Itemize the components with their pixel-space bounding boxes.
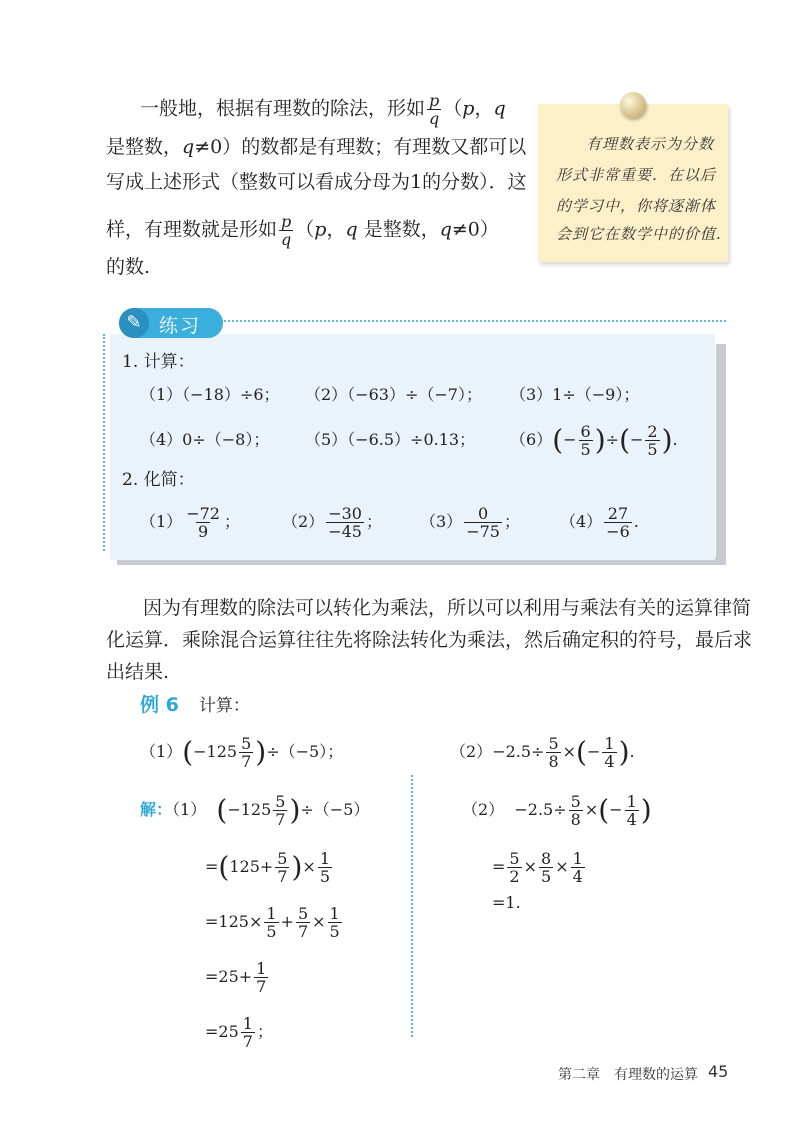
solution-step-3: =125× $\frac{1}{5}$ + $\frac{5}{7}$ × $\frac{1}{5}$	[205, 904, 340, 941]
intro-line-2: 是整数，q≠0）的数都是有理数；有理数又都可以	[106, 136, 527, 158]
example-label: 例 6	[140, 694, 179, 716]
body-para-line-3: 出结果.	[106, 661, 170, 683]
footer-chapter: 第二章 有理数的运算	[558, 1067, 698, 1083]
example-problem-1: （1）(−125 $\frac{5}{7}$ )÷（−5）；	[140, 734, 344, 771]
solution-divider	[411, 775, 413, 1037]
exercise-q2-label: 2. 化简：	[122, 470, 195, 490]
sticky-note	[538, 104, 728, 262]
exercise-q1-item-5: （5）（−6.5）÷0.13；	[305, 430, 476, 449]
solution2-step-2: = $\frac{5}{2}$ × $\frac{8}{5}$ × $\frac{1}{4}$	[492, 849, 583, 886]
body-para-line-1: 因为有理数的除法可以转化为乘法，所以可以利用与乘法有关的运算律简	[143, 597, 752, 619]
intro-text: 一般地，根据有理数的除法，形如	[140, 97, 426, 120]
pencil-icon: ✎	[119, 308, 149, 338]
example-heading	[140, 695, 250, 716]
exercise-q1-item-1: （1）（−18）÷6；	[140, 385, 280, 404]
note-line-4: 会到它在数学中的价值.	[556, 225, 722, 243]
solution-step-1: 解：（1） (−125 $\frac{5}{7}$ )÷（−5）	[140, 792, 370, 829]
solution-step-5: =25 $\frac{1}{7}$ ；	[205, 1014, 273, 1051]
exercise-q2-item-2: （2） $\frac{-30}{-45}$ ；	[282, 504, 382, 541]
exercise-q1-item-6: （6）(− $\frac{6}{5}$ )÷(− $\frac{2}{5}$ ).	[510, 422, 678, 459]
solution2-step-1: （2） −2.5÷ $\frac{5}{8}$ ×(− $\frac{1}{4}$ )	[462, 792, 652, 829]
exercise-q1-item-2: （2）（−63）÷（−7）；	[305, 385, 482, 404]
intro-line-4: 样，有理数就是形如 $\frac{p}{q}$ （p，q 是整数，q≠0）	[106, 212, 499, 249]
note-line-3: 的学习中，你将逐渐体	[556, 197, 717, 215]
box-shadow-right	[716, 344, 726, 565]
exercise-q1-label: 1. 计算：	[122, 352, 195, 372]
exercise-q2-item-3: （3） $\frac{0}{-75}$ ；	[420, 504, 520, 541]
exercise-q2-item-1: （1） $\frac{-72}{9}$ ；	[140, 504, 240, 541]
dotted-border-top	[221, 320, 726, 322]
exercise-q1-item-4: （4）0÷（−8）；	[140, 430, 270, 449]
fraction-p-q-2: $\frac{p}{q}$	[281, 212, 292, 249]
solution-label: 解：	[140, 800, 173, 819]
fraction-p-q: $\frac{p}{q}$	[429, 91, 440, 128]
exercise-q2-item-4: （4） $\frac{27}{-6}$ .	[560, 504, 639, 541]
pushpin-icon	[620, 92, 646, 118]
dotted-border-left	[103, 334, 105, 551]
note-line-1: 有理数表示为分数	[586, 135, 715, 153]
note-line-2: 形式非常重要．在以后	[556, 166, 717, 184]
exercise-title: 练习	[159, 315, 202, 337]
example-problem-2: （2）−2.5÷ $\frac{5}{8}$ ×(− $\frac{1}{4}$ ).	[450, 734, 635, 771]
intro-line-5: 的数.	[106, 256, 151, 278]
intro-line-1: 一般地，根据有理数的除法，形如 $\frac{p}{q}$ （p，q	[140, 91, 506, 128]
solution2-result: =1.	[492, 893, 521, 912]
intro-line-3: 写成上述形式（整数可以看成分母为1的分数）．这	[106, 171, 527, 193]
exercise-q1-item-3: （3）1÷（−9）；	[510, 385, 640, 404]
exercise-tab	[119, 308, 223, 338]
solution-step-4: =25+ $\frac{1}{7}$	[205, 959, 267, 996]
page-number: 45	[708, 1062, 729, 1081]
body-para-line-2: 化运算．乘除混合运算往往先将除法转化为乘法，然后确定积的符号，最后求	[106, 629, 753, 651]
example-task: 计算：	[198, 696, 250, 716]
solution-step-2: =(125+ $\frac{5}{7}$ )× $\frac{1}{5}$	[205, 849, 331, 886]
